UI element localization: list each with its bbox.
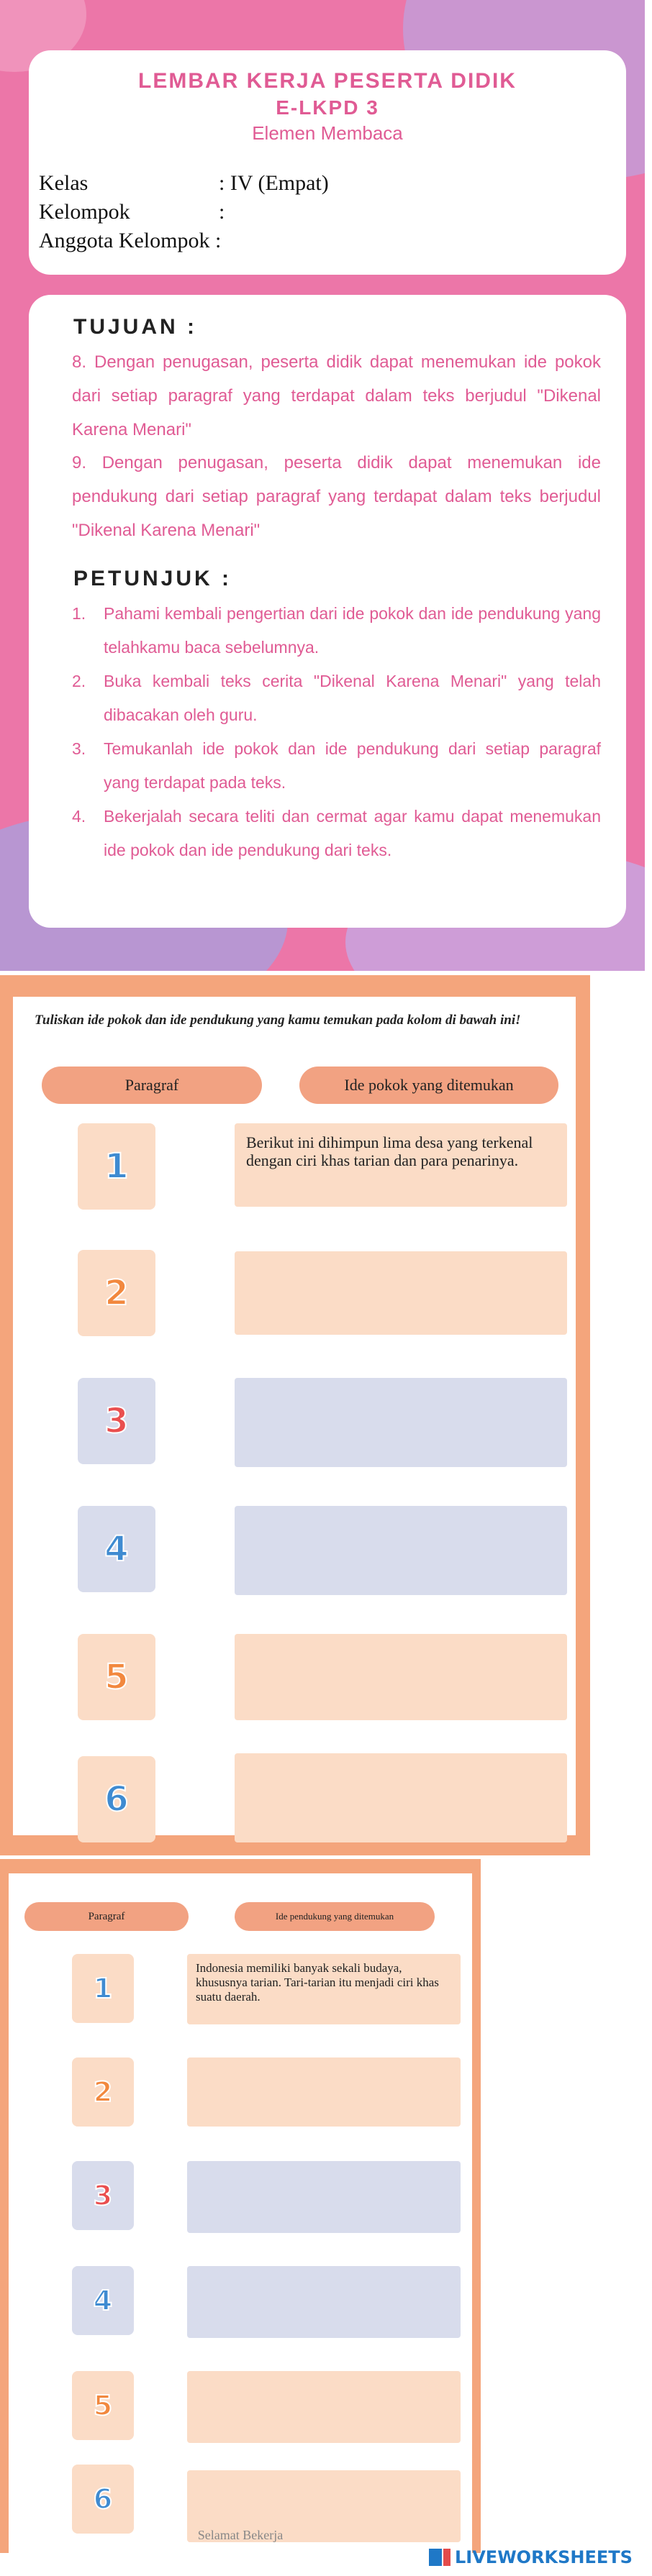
paragraph-number-3: 3 (78, 1378, 155, 1464)
worksheet-header-section (0, 0, 645, 971)
liveworksheets-mark-icon (443, 2549, 450, 2566)
field-kelompok[interactable] (39, 200, 225, 224)
ide-pendukung-answer-3[interactable] (187, 2161, 461, 2233)
paragraph-number-2: 2 (78, 1250, 155, 1336)
field-value: : IV (Empat) (219, 171, 329, 195)
paragraph-number-1: 1 (78, 1123, 155, 1210)
liveworksheets-mark-icon (429, 2549, 442, 2566)
header-paragraf: Paragraf (42, 1067, 262, 1104)
ide-pendukung-answer-2[interactable] (187, 2057, 461, 2127)
field-anggota-kelompok[interactable] (39, 229, 221, 253)
identity-card (29, 50, 626, 275)
worksheet-subtitle: Elemen Membaca (252, 122, 403, 144)
header-ide-pendukung: Ide pendukung yang ditemukan (235, 1902, 435, 1931)
ide-pokok-panel (13, 997, 576, 1835)
paragraph-number-5: 5 (72, 2371, 134, 2440)
petunjuk-step: 2. Buka kembali teks cerita "Dikenal Karena Menari" yang telah dibacakan oleh guru. (72, 672, 601, 724)
ide-pendukung-section (0, 1859, 481, 2553)
instructions-card (29, 295, 626, 928)
ide-pokok-answer-6[interactable] (235, 1753, 567, 1842)
petunjuk-step: 1. Pahami kembali pengertian dari ide pokok dan ide pendukung yang telahkamu baca sebelumnya. (72, 604, 601, 657)
ide-pokok-answer-2[interactable] (235, 1251, 567, 1335)
field-label: Kelas (39, 171, 89, 195)
paragraph-number-5: 5 (78, 1634, 155, 1720)
tujuan-item: 9. Dengan penugasan, peserta didik dapat menemukan ide pendukung dari setiap paragraf yang terdapat dalam teks berjudul "Dikenal Karena Menari" (72, 453, 601, 540)
field-label: Anggota Kelompok : (39, 229, 222, 252)
paragraph-number-1: 1 (72, 1954, 134, 2023)
worksheet-title: LEMBAR KERJA PESERTA DIDIK (138, 69, 517, 93)
petunjuk-step: 4. Bekerjalah secara teliti dan cermat agar kamu dapat menemukan ide pokok dan ide pendukung dari teks. (72, 807, 601, 859)
ide-pendukung-answer-5[interactable] (187, 2371, 461, 2443)
ide-pendukung-panel (9, 1873, 472, 2553)
paragraph-number-2: 2 (72, 2057, 134, 2127)
ide-pokok-section (0, 975, 590, 1855)
ide-pendukung-answer-4[interactable] (187, 2266, 461, 2338)
field-value: : (219, 200, 225, 224)
paragraph-number-4: 4 (78, 1506, 155, 1592)
ide-pendukung-answer-1[interactable]: Indonesia memiliki banyak sekali budaya, khususnya tarian. Tari-tarian itu menjadi ciri khas suatu daerah. (187, 1954, 461, 2024)
table-instruction: Tuliskan ide pokok dan ide pendukung yang kamu temukan pada kolom di bawah ini! (35, 1013, 521, 1028)
closing-text: Selamat Bekerja (197, 2528, 284, 2542)
liveworksheets-logo[interactable] (429, 2544, 633, 2570)
petunjuk-heading: PETUNJUK : (73, 567, 232, 590)
ide-pokok-answer-4[interactable] (235, 1506, 567, 1595)
petunjuk-step: 3. Temukanlah ide pokok dan ide pendukung dari setiap paragraf yang terdapat pada teks. (72, 739, 601, 792)
paragraph-number-3: 3 (72, 2161, 134, 2230)
watermark-text: LIVEWORKSHEETS (455, 2547, 633, 2567)
tujuan-heading: TUJUAN : (73, 315, 197, 339)
ide-pokok-answer-1[interactable]: Berikut ini dihimpun lima desa yang terkenal dengan ciri khas tarian dan para penarinya. (235, 1123, 567, 1207)
header-paragraf: Paragraf (24, 1902, 189, 1931)
ide-pokok-answer-5[interactable] (235, 1634, 567, 1720)
field-kelas (39, 171, 329, 196)
worksheet-code: E-LKPD 3 (276, 96, 379, 119)
header-ide-pokok: Ide pokok yang ditemukan (299, 1067, 558, 1104)
paragraph-number-4: 4 (72, 2266, 134, 2335)
paragraph-number-6: 6 (78, 1756, 155, 1842)
field-label: Kelompok (39, 200, 130, 224)
ide-pokok-answer-3[interactable] (235, 1378, 567, 1467)
tujuan-item: 8. Dengan penugasan, peserta didik dapat menemukan ide pokok dari setiap paragraf yang terdapat dalam teks berjudul "Dikenal Karena Menari" (72, 352, 601, 439)
petunjuk-list (72, 597, 601, 867)
paragraph-number-6: 6 (72, 2465, 134, 2534)
